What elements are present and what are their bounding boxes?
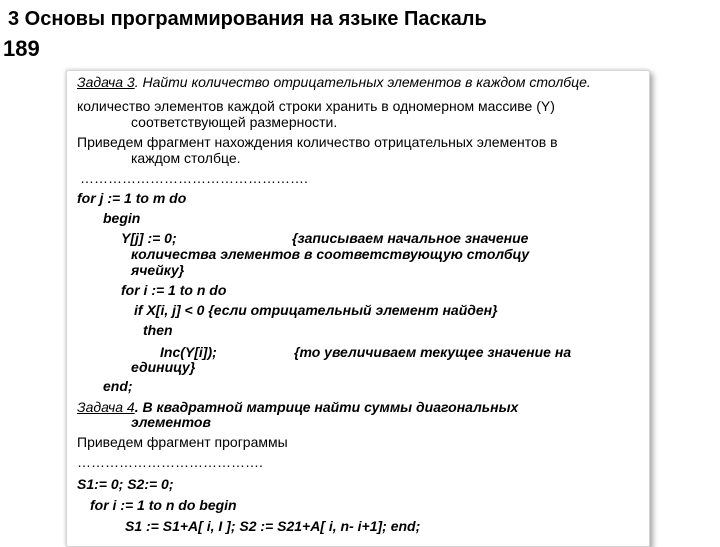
code-s-init: S1:= 0; S2:= 0; [77, 476, 174, 492]
code-sums: S1 := S1+A[ i, I ]; S2 := S21+A[ i, n- i+1]; end; [125, 518, 421, 534]
code-end: end; [103, 378, 133, 394]
code-y-init: Y[j] := 0; [121, 230, 177, 246]
code-if: if X[i, j] < 0 {если отрицательный элемент найден} [134, 302, 498, 318]
code-for-i: for i := 1 to n do [121, 282, 227, 298]
intro-line-2: каждом столбце. [131, 150, 241, 166]
code-for-j: for j := 1 to m do [77, 190, 187, 206]
ellipsis-line: …………………………………………. [80, 170, 308, 186]
task4-label: Задача 4 [77, 399, 135, 415]
comment-inc-2: единицу} [131, 359, 196, 375]
comment-init-3: ячейку} [131, 262, 185, 278]
code-then: then [143, 322, 173, 338]
ellipsis-line-2: …………………………………. [77, 454, 263, 470]
task4-heading [77, 399, 518, 415]
slide-title: 3 Основы программирования на языке Паскаль [8, 8, 487, 30]
task4-text: . В квадратной матрице найти суммы диагональных [134, 399, 519, 415]
task3-line-3: соответствующей размерности. [131, 114, 338, 130]
comment-init-1: {записываем начальное значение [292, 230, 529, 246]
code-for-i-2: for i := 1 to n do begin [90, 497, 237, 513]
page-number: 189 [3, 36, 40, 61]
comment-inc-1: {то увеличиваем текущее значение на [294, 344, 572, 360]
task3-text: . Найти количество отрицательных элементов в каждом столбце. [134, 74, 591, 90]
task3-label: Задача 3 [77, 74, 135, 90]
code-inc: Inc(Y[i]); [160, 344, 217, 360]
intro-line-1: Приведем фрагмент нахождения количество отрицательных элементов в [77, 134, 558, 150]
program-intro: Приведем фрагмент программы [77, 434, 288, 450]
task3-line-2: количество элементов каждой строки хранить в одномерном массиве (Y) [77, 98, 555, 114]
code-begin: begin [103, 210, 141, 226]
task4-line-2: элементов [131, 414, 211, 430]
task3-heading [77, 74, 591, 90]
comment-init-2: количества элементов в соответствующую столбцу [131, 246, 530, 262]
